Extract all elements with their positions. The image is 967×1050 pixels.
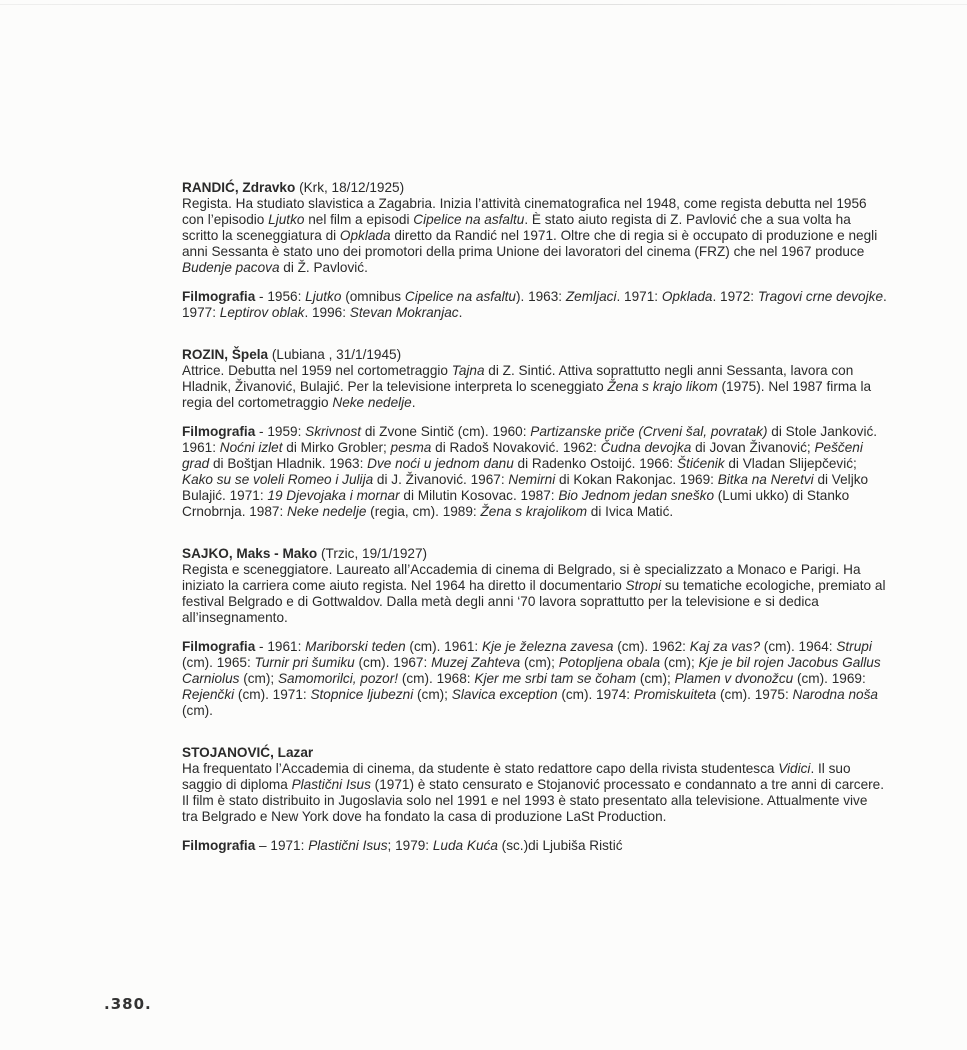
entry-bio [182,196,887,276]
film-title: Kje je železna zavesa [481,639,614,654]
text-run: (cm). 1967: [354,655,432,670]
film-title: Kaj za vas? [689,639,761,654]
film-title: Žena s krajolikom [480,504,588,519]
text-run: (Lumi ukko) di Stanko Crnobrnja. 1987: [182,488,850,519]
film-title: Narodna noša [792,687,878,702]
film-title: Štićenik [676,456,725,471]
text-run: Regista. Ha studiato slavistica a Zagabria. Inizia l’attività cinematografica nel 1948, come regista debutta nel 1956 con l’episodio [182,196,867,227]
text-run: su tematiche ecologiche, premiato al festival Belgrado e di Gottwaldov. Dalla metà degli anni ‘70 lavora soprattutto per la televisione e si dedica all’insegnamento. [182,578,886,625]
entry-rozin [182,347,887,520]
film-title: Nemirni [508,472,556,487]
text-run: (cm). 1971: [234,687,311,702]
text-run: ; 1979: [387,838,433,853]
text-run: di Stole Janković. 1961: [182,424,878,455]
film-title: Noćni izlet [219,440,283,455]
text-run: . 1996: [304,305,350,320]
film-title: Muzej Zahteva [431,655,521,670]
film-title: 19 Djevojaka i mornar [267,488,400,503]
text-run: (cm). 1961: [405,639,482,654]
entry-heading [182,546,887,562]
film-title: Neke nedelje [332,395,412,410]
film-title: Leptirov oblak [219,305,305,320]
entry-bio [182,761,887,825]
film-title: Slavica exception [451,687,558,702]
text-run: (sc.)di Ljubiša Ristić [497,838,623,853]
film-title: Budenje pacova [182,260,280,275]
film-title: Potopljena obala [558,655,661,670]
film-title: Čudna devojka [600,440,692,455]
text-run: Regista e sceneggiatore. Laureato all’Accademia di cinema di Belgrado, si è specializzato a Monaco e Parigi. Ha iniziato la carriera come aiuto regista. Nel 1964 ha diretto il documentario [182,562,861,593]
text-run: di Veljko Bulajić. 1971: [182,472,869,503]
text-run: . 1971: [616,289,662,304]
text-run: (cm). [182,703,213,718]
text-run: di Radoš Novaković. 1962: [431,440,601,455]
text-run: Ha frequentato l’Accademia di cinema, da studente è stato redattore capo della rivista studentesca [182,761,779,776]
text-run: (cm); [520,655,559,670]
film-title: Opklada [339,228,391,243]
text-run: (1975). Nel 1987 firma la regia del cortometraggio [182,379,872,410]
text-run: ). 1963: [515,289,566,304]
text-run: di Boštjan Hladnik. 1963: [209,456,368,471]
text-run: (cm). 1962: [613,639,690,654]
film-title: Cipelice na asfaltu [404,289,516,304]
entry-bio [182,562,887,626]
text-run: nel film a episodi [304,212,414,227]
filmography-list [182,424,877,519]
entry-stojanovic [182,745,887,854]
text-run: di Z. Sintić. Attiva soprattutto negli anni Sessanta, lavora con Hladnik, Živanović, Bulajić. Per la televisione interpreta lo sceneggiato [182,363,854,394]
film-title: pesma [390,440,432,455]
entry-dates: (Trzic, 19/1/1927) [321,546,428,561]
film-title: Stopnice ljubezni [310,687,414,702]
film-title: Peščeni grad [182,440,863,471]
film-title: Dve noći u jednom danu [367,456,514,471]
film-title: Turnir pri šumiku [254,655,355,670]
entry-dates: (Lubiana , 31/1/1945) [271,347,402,362]
text-run: di Mirko Grobler; [282,440,391,455]
film-title: Cipelice na asfaltu [413,212,525,227]
film-title: Bitka na Neretvi [717,472,814,487]
entry-name: ROZIN, Špela [182,347,269,362]
entry-filmography [182,838,887,854]
text-run: (cm); [660,655,699,670]
film-title: Plamen v dvonožcu [674,671,794,686]
film-title: Bio Jednom jedan sneško [558,488,714,503]
text-run: (regia, cm). 1989: [366,504,481,519]
text-run: - 1956: [255,289,306,304]
film-title: Neke nedelje [287,504,367,519]
entry-filmography [182,424,887,520]
film-title: Kako su se voleli Romeo i Julija [182,472,374,487]
text-run: di Zvone Sintič (cm). 1960: [361,424,531,439]
filmography-label: Filmografia [182,424,256,439]
text-run: di Kokan Rakonjac. 1969: [555,472,718,487]
film-title: Kjer me srbi tam se čoham [474,671,637,686]
text-run: (cm). 1964: [760,639,837,654]
text-run: di Radenko Ostoijć. 1966: [513,456,677,471]
entry-name: RANDIĆ, Zdravko [182,180,296,195]
text-run: . Il suo saggio di diploma [182,761,851,792]
scan-top-edge [0,4,967,5]
text-run: - 1959: [255,424,306,439]
entry-heading [182,180,887,196]
film-title: Ljutko [305,289,342,304]
film-title: Partizanske priče (Crveni šal, povratak) [530,424,768,439]
entry-dates: (Krk, 18/12/1925) [299,180,405,195]
film-title: Stevan Mokranjac [349,305,459,320]
text-run: (cm); [413,687,452,702]
film-title: Opklada [661,289,713,304]
film-title: Tragovi crne devojke [757,289,883,304]
film-title: Strupi [836,639,872,654]
entry-heading [182,745,887,761]
text-run: (cm). 1974: [557,687,634,702]
film-title: Plastični Isus [308,838,388,853]
entry-bio [182,363,887,411]
film-title: Samomorilci, pozor! [277,671,399,686]
film-title: Žena s krajo likom [607,379,718,394]
text-run: di Ivica Matić. [587,504,674,519]
entry-filmography [182,289,887,321]
text-run: di J. Živanović. 1967: [373,472,509,487]
text-run: (cm). 1968: [398,671,475,686]
film-title: Plastični Isus [291,777,371,792]
filmography-label: Filmografia [182,639,256,654]
film-title: Vidici [778,761,811,776]
film-title: Stropi [625,578,662,593]
text-run: di Milutin Kosovac. 1987: [399,488,559,503]
text-run: di Vladan Slijepčević; [724,456,857,471]
film-title: Luda Kuća [432,838,498,853]
text-run: (cm). 1969: [793,671,866,686]
text-run: . 1977: [182,289,887,320]
filmography-list [182,639,881,718]
film-title: Ljutko [268,212,305,227]
film-title: Tajna [451,363,485,378]
text-run: . [458,305,463,320]
text-run: (cm). 1975: [716,687,793,702]
text-run: diretto da Randić nel 1971. Oltre che di regia si è occupato di produzione e negli anni Sessanta è stato uno dei promotori della prima Unione dei lavoratori del cinema (FRZ) che nel 1967 produce [182,228,878,259]
entry-filmography [182,639,887,719]
film-title: Skrivnost [305,424,362,439]
text-run: . È stato aiuto regista di Z. Pavlović che a sua volta ha scritto la sceneggiatura di [182,212,851,243]
filmography-list [182,289,887,320]
film-title: Promiskuiteta [633,687,717,702]
filmography-label: Filmografia [182,838,256,853]
text-run: (cm); [239,671,278,686]
text-run: . [411,395,416,410]
dictionary-page-content [182,180,887,854]
film-title: Zemljaci [565,289,617,304]
text-run: Attrice. Debutta nel 1959 nel cortometraggio [182,363,452,378]
entry-sajko [182,546,887,719]
film-title: Rejenčki [182,687,235,702]
entry-name: STOJANOVIĆ, Lazar [182,745,314,760]
film-title: Mariborski teden [305,639,406,654]
text-run: – 1971: [255,838,309,853]
filmography-label: Filmografia [182,289,256,304]
entry-randic [182,180,887,321]
entry-name: SAJKO, Maks - Mako [182,546,318,561]
text-run: . 1972: [712,289,758,304]
filmography-list [255,838,622,853]
text-run: - 1961: [255,639,306,654]
page-number: .380. [104,995,152,1013]
text-run: (cm); [636,671,675,686]
text-run: di Jovan Živanović; [691,440,815,455]
film-title: Kje je bil rojen Jacobus Gallus Carniolus [182,655,881,686]
text-run: (cm). 1965: [182,655,255,670]
text-run: (1971) è stato censurato e Stojanović processato e condannato a tre anni di carcere. Il film è stato distribuito in Jugoslavia solo nel 1991 e nel 1993 è stato presentato alla televisione. Attualmente vive tra Belgrado e New York dove ha fondato la casa di produzione LaSt Production. [182,777,885,824]
entry-heading [182,347,887,363]
text-run: di Ž. Pavlović. [279,260,368,275]
text-run: (omnibus [341,289,405,304]
